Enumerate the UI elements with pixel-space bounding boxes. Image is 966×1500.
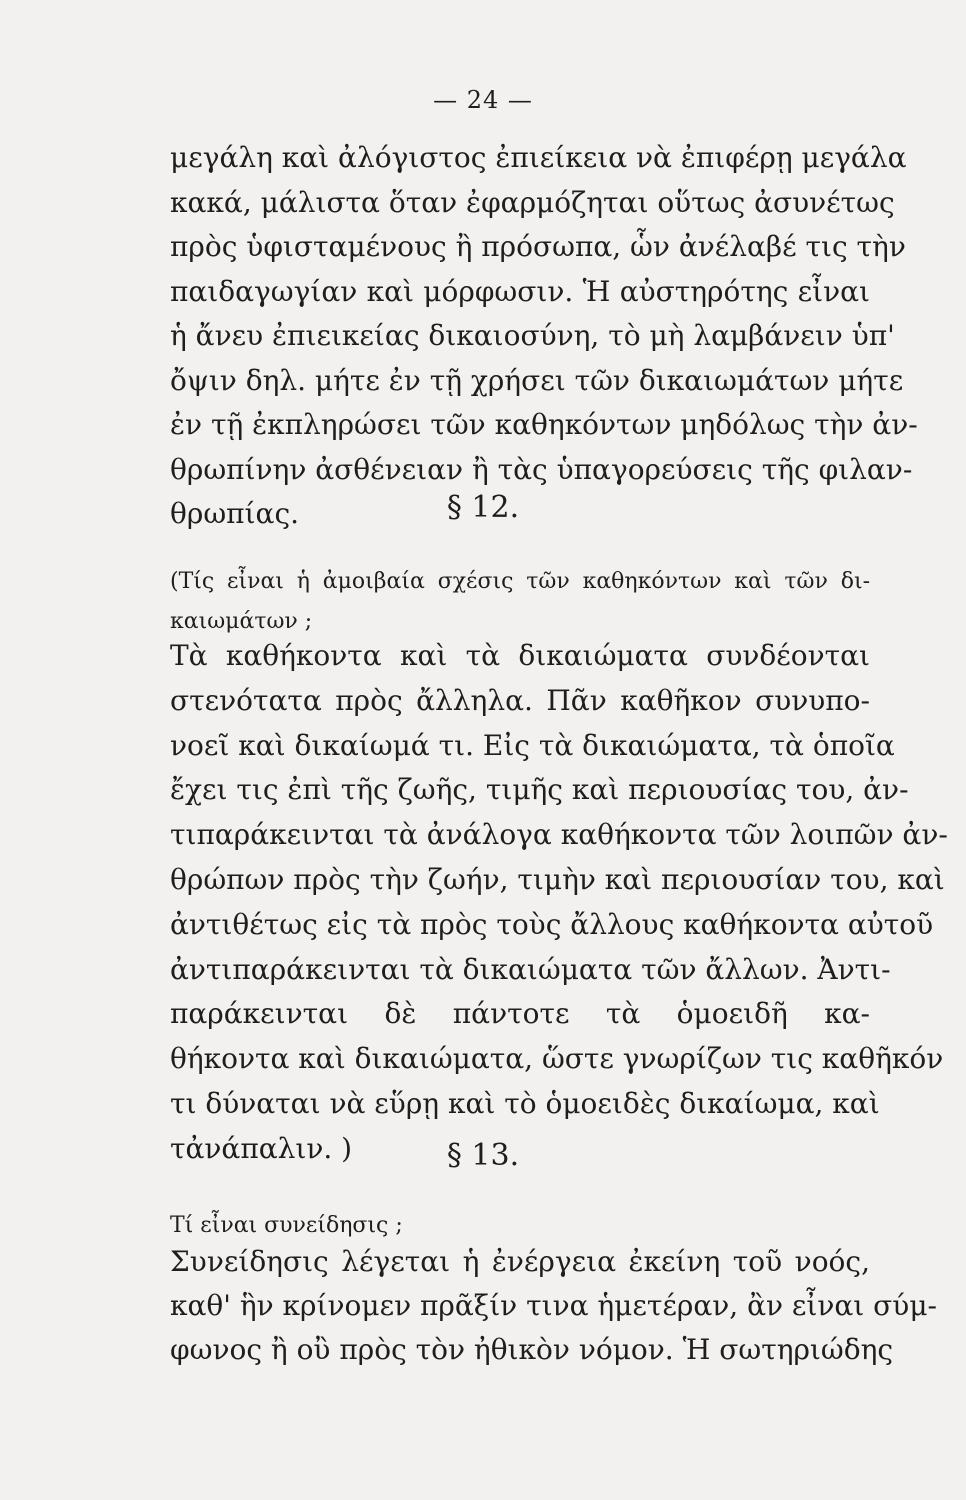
- paragraph-3: [170, 1240, 937, 1372]
- text-line: τι δύναται νὰ εὕρῃ καὶ τὸ ὁμοειδὲς δικαίωμα, καὶ: [170, 1086, 880, 1120]
- text-line: ὄψιν δηλ. μήτε ἐν τῇ χρήσει τῶν δικαιωμάτων μήτε: [170, 363, 904, 397]
- page-number: — 24 —: [433, 86, 533, 114]
- text-line: τἀνάπαλιν. ): [170, 1131, 353, 1165]
- paragraph-2: [170, 634, 948, 1172]
- section-heading-13: § 13.: [446, 1138, 520, 1173]
- text-line: θρώπων πρὸς τὴν ζωήν, τιμὴν καὶ περιουσίαν του, καὶ: [170, 862, 945, 896]
- text-line: κακά, μάλιστα ὅταν ἐφαρμόζηται οὕτως ἀσυνέτως: [170, 185, 895, 219]
- text-line: παιδαγωγίαν καὶ μόρφωσιν. Ἡ αὐστηρότης εἶναι: [170, 274, 870, 308]
- text-line: ἐν τῇ ἐκπληρώσει τῶν καθηκόντων μηδόλως τὴν ἀν-: [170, 408, 918, 441]
- text-line: θρωπίνην ἀσθένειαν ἢ τὰς ὑπαγορεύσεις τῆς φιλαν-: [170, 452, 913, 486]
- section-heading-12: § 12.: [446, 490, 520, 525]
- text-line: καθ' ἣν κρίνομεν πρᾶξίν τινα ἡμετέραν, ἂν εἶναι σύμ-: [170, 1289, 937, 1322]
- paragraph-1: [170, 136, 918, 537]
- text-line: ἡ ἄνευ ἐπιεικείας δικαιοσύνη, τὸ μὴ λαμβάνειν ὑπ': [170, 319, 895, 352]
- text-line: μεγάλη καὶ ἀλόγιστος ἐπιείκεια νὰ ἐπιφέρῃ μεγάλα: [170, 141, 907, 174]
- text-line: στενότατα πρὸς ἄλληλα. Πᾶν καθῆκον συνυπο-: [170, 683, 870, 717]
- text-line: φωνος ἢ οὒ πρὸς τὸν ἠθικὸν νόμον. Ἡ σωτηριώδης: [170, 1333, 894, 1366]
- question-12: [170, 562, 870, 642]
- text-line: θήκοντα καὶ δικαιώματα, ὥστε γνωρίζων τις καθῆκόν: [170, 1042, 944, 1076]
- text-line: θρωπίας.: [170, 497, 300, 530]
- text-line: (Τίς εἶναι ἡ ἀμοιβαία σχέσις τῶν καθηκόντων καὶ τῶν δι-: [170, 569, 870, 594]
- text-line: Συνείδησις λέγεται ἡ ἐνέργεια ἐκείνη τοῦ νοός,: [170, 1245, 870, 1278]
- text-line: ἀντιθέτως εἰς τὰ πρὸς τοὺς ἄλλους καθήκοντα αὐτοῦ: [170, 907, 934, 941]
- text-line: νοεῖ καὶ δικαίωμά τι. Εἰς τὰ δικαιώματα, τὰ ὁποῖα: [170, 728, 895, 762]
- text-line: παράκεινται δὲ πάντοτε τὰ ὁμοειδῆ κα-: [170, 997, 870, 1031]
- text-line: ἀντιπαράκεινται τὰ δικαιώματα τῶν ἄλλων. Ἀντι-: [170, 952, 891, 986]
- text-line: ἔχει τις ἐπὶ τῆς ζωῆς, τιμῆς καὶ περιουσίας του, ἀν-: [170, 773, 909, 807]
- text-line: πρὸς ὑφισταμένους ἢ πρόσωπα, ὧν ἀνέλαβέ τις τὴν: [170, 230, 906, 263]
- text-line: καιωμάτων ;: [170, 609, 313, 634]
- text-line: Τὰ καθήκοντα καὶ τὰ δικαιώματα συνδέονται: [170, 639, 870, 672]
- text-line: Τί εἶναι συνείδησις ;: [170, 1213, 403, 1238]
- text-line: τιπαράκεινται τὰ ἀνάλογα καθήκοντα τῶν λοιπῶν ἀν-: [170, 818, 948, 852]
